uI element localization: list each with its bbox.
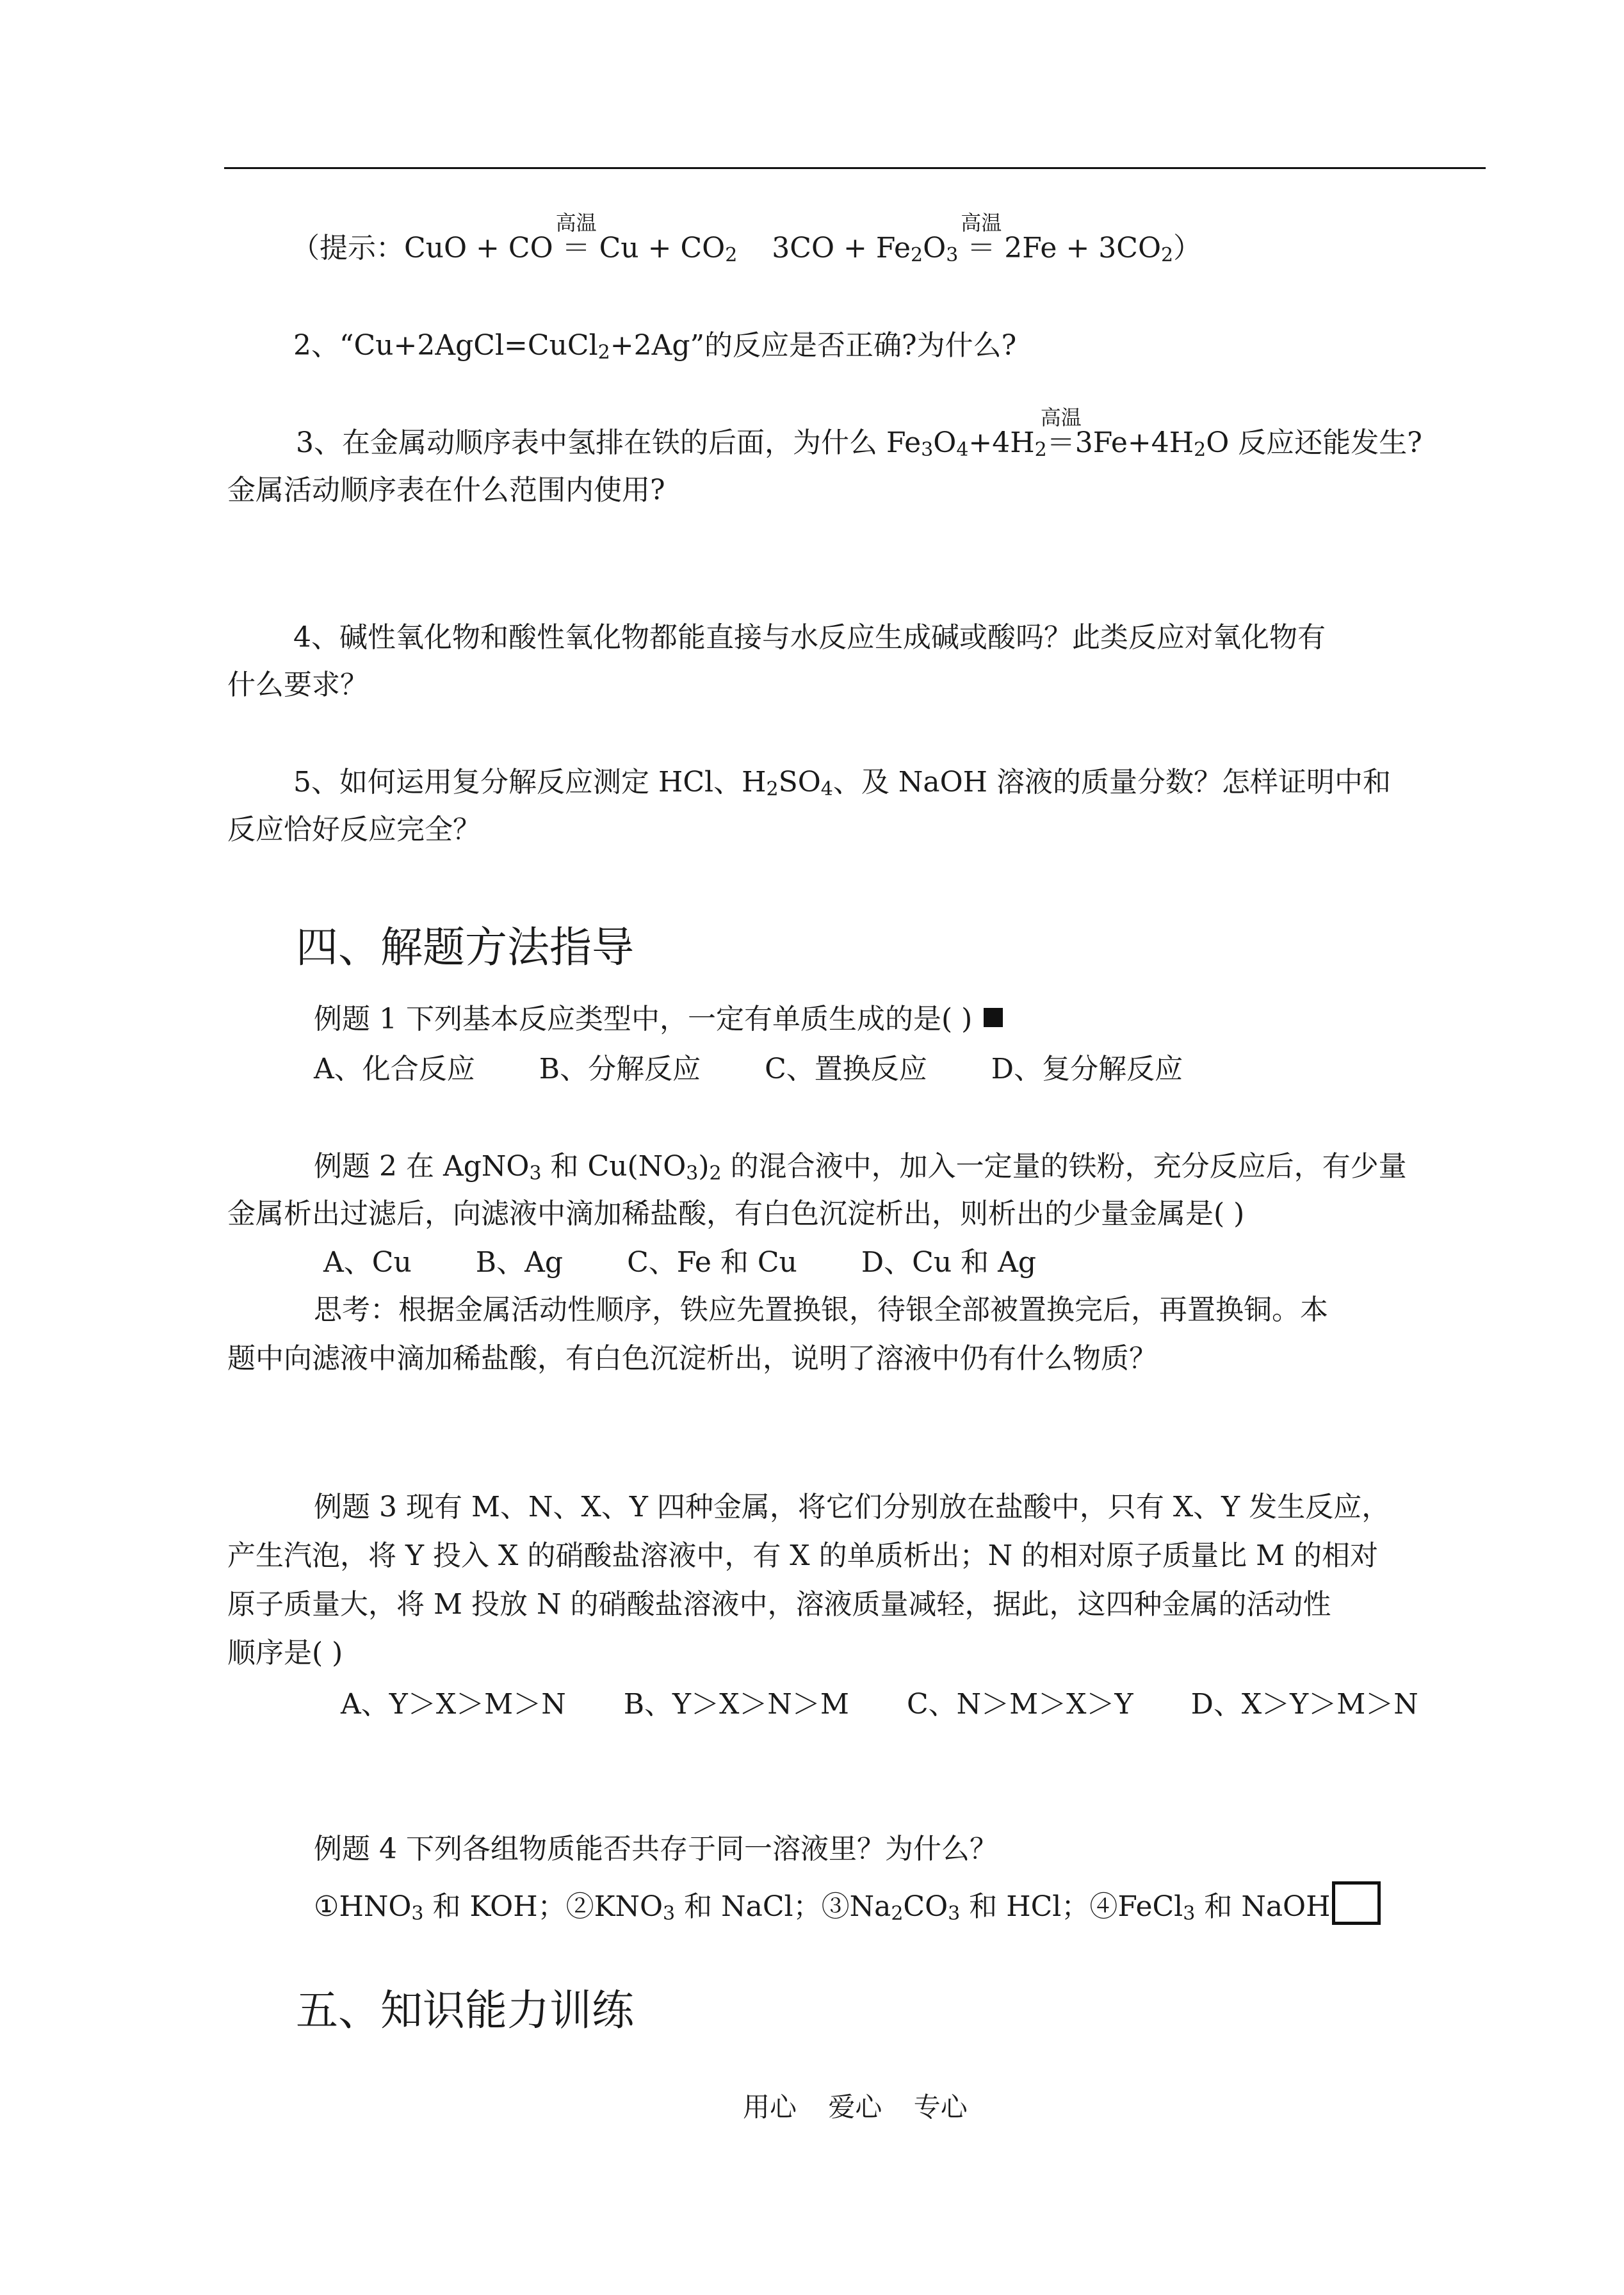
hint-text: 2Fe + 3CO xyxy=(995,232,1162,264)
subscript: 3 xyxy=(529,1162,542,1185)
example-2-options xyxy=(323,1245,1036,1281)
subscript: 3 xyxy=(663,1902,676,1925)
question-4-line-2: 什么要求？ xyxy=(227,669,368,701)
header-rule xyxy=(224,167,1486,169)
example-4-items xyxy=(314,1881,1381,1925)
question-text: 5、如何运用复分解反应测定 HCl、H xyxy=(293,766,767,799)
option-a: A、Y＞X＞M＞N xyxy=(341,1688,566,1721)
question-text: O 反应还能发生? xyxy=(1206,426,1422,459)
example-text: 例题 1 下列基本反应类型中，一定有单质生成的是( ) xyxy=(314,1003,973,1035)
example-text: 和 NaCl；③Na xyxy=(675,1890,891,1923)
hint-text: ） xyxy=(1173,232,1202,264)
option-d: D、X＞Y＞M＞N xyxy=(1190,1688,1418,1721)
option-d: D、Cu 和 Ag xyxy=(861,1246,1037,1279)
option-b: B、Y＞X＞N＞M xyxy=(623,1688,849,1721)
subscript: 3 xyxy=(921,439,934,461)
example-4-stem: 例题 4 下列各组物质能否共存于同一溶液里？为什么？ xyxy=(314,1833,998,1865)
example-text: 的混合液中，加入一定量的铁粉，充分反应后，有少量 xyxy=(721,1150,1407,1183)
question-text: 、及 NaOH 溶液的质量分数？怎样证明中和 xyxy=(832,766,1392,799)
option-d: D、复分解反应 xyxy=(991,1053,1183,1085)
question-text: 2、“Cu+2AgCl=CuCl xyxy=(293,329,598,362)
section-5-heading: 五、知识能力训练 xyxy=(296,1986,634,2035)
hint-prefix: （提示：CuO + CO xyxy=(291,232,562,264)
example-text: 和 HCl；④FeCl xyxy=(960,1890,1183,1923)
subscript: 4 xyxy=(820,778,833,800)
subscript: 2 xyxy=(1034,439,1047,461)
example-text: 例题 2 在 AgNO xyxy=(314,1150,530,1183)
answer-box xyxy=(1332,1881,1381,1925)
question-3-line-2: 金属活动顺序表在什么范围内使用? xyxy=(227,474,665,507)
question-text: O xyxy=(933,426,957,459)
subscript: 2 xyxy=(911,244,923,266)
example-text: ①HNO xyxy=(314,1890,412,1923)
option-c: C、置换反应 xyxy=(765,1053,927,1085)
subscript: 2 xyxy=(1194,439,1206,461)
example-text: 和 NaOH xyxy=(1195,1890,1331,1923)
example-2-line-2: 金属析出过滤后，向滤液中滴加稀盐酸，有白色沉淀析出，则析出的少量金属是( ) xyxy=(227,1197,1245,1230)
example-2-think-2: 题中向滤液中滴加稀盐酸，有白色沉淀析出，说明了溶液中仍有什么物质？ xyxy=(227,1342,1157,1375)
option-b: B、分解反应 xyxy=(539,1053,701,1085)
option-b: B、Ag xyxy=(475,1246,564,1279)
option-c: C、Fe 和 Cu xyxy=(627,1246,797,1279)
reaction-condition xyxy=(1040,405,1082,461)
question-text: +2Ag”的反应是否正确?为什么? xyxy=(610,329,1017,362)
example-3-line-2: 产生汽泡，将 Y 投入 X 的硝酸盐溶液中，有 X 的单质析出；N 的相对原子质量比 M 的相对 xyxy=(227,1539,1379,1572)
condition-label: 高温 xyxy=(961,211,1002,235)
reaction-condition: 高温 ＝ xyxy=(967,231,995,266)
reaction-condition: 高温 ＝ xyxy=(562,231,590,266)
question-5 xyxy=(293,765,1391,800)
subscript: 3 xyxy=(411,1902,424,1925)
equals-sign: ＝ xyxy=(1046,426,1075,459)
condition-label: 高温 xyxy=(555,211,597,235)
hint-text: O xyxy=(923,232,946,264)
condition-label: 高温 xyxy=(1040,405,1082,430)
example-3-line-1: 例题 3 现有 M、N、X、Y 四种金属，将它们分别放在盐酸中，只有 X、Y 发生反应， xyxy=(314,1491,1390,1523)
subscript: 3 xyxy=(686,1162,699,1185)
question-5-line-2: 反应恰好反应完全？ xyxy=(227,813,481,846)
hint-text: Cu + CO xyxy=(590,232,726,264)
question-3 xyxy=(296,405,1422,461)
question-text: 3Fe+4H xyxy=(1075,426,1194,459)
example-3-options xyxy=(341,1687,1418,1723)
question-text: +4H xyxy=(968,426,1035,459)
question-text: 3、在金属动顺序表中氢排在铁的后面，为什么 Fe xyxy=(296,426,922,459)
example-text: ) xyxy=(698,1150,710,1183)
example-text: 和 Cu(NO xyxy=(541,1150,686,1183)
example-2-think-1: 思考：根据金属活动性顺序，铁应先置换银，待银全部被置换完后，再置换铜。本 xyxy=(314,1293,1328,1326)
example-3-line-3: 原子质量大，将 M 投放 N 的硝酸盐溶液中，溶液质量减轻，据此，这四种金属的活动性 xyxy=(227,1588,1331,1621)
page-footer: 用心 爱心 专心 xyxy=(743,2091,968,2123)
question-text: SO xyxy=(778,766,821,799)
section-4-heading: 四、解题方法指导 xyxy=(296,923,634,972)
question-4-line-1: 4、碱性氧化物和酸性氧化物都能直接与水反应生成碱或酸吗？此类反应对氧化物有 xyxy=(293,621,1326,654)
subscript: 3 xyxy=(948,1902,961,1925)
example-3-line-4: 顺序是( ) xyxy=(227,1637,343,1669)
example-1-stem xyxy=(314,1002,1003,1037)
hint-text: 3CO + Fe xyxy=(763,232,911,264)
example-text: 和 KOH；②KNO xyxy=(423,1890,663,1923)
subscript: 4 xyxy=(956,439,969,461)
example-1-options xyxy=(314,1051,1183,1087)
subscript: 3 xyxy=(946,244,959,266)
subscript: 2 xyxy=(597,341,610,364)
option-a: A、Cu xyxy=(323,1246,412,1279)
subscript: 2 xyxy=(891,1902,904,1925)
subscript: 2 xyxy=(709,1162,722,1185)
example-text: CO xyxy=(903,1890,948,1923)
black-square-icon xyxy=(984,1008,1003,1027)
option-c: C、N＞M＞X＞Y xyxy=(906,1688,1133,1721)
subscript: 3 xyxy=(1183,1902,1196,1925)
example-2-stem xyxy=(314,1149,1407,1185)
subscript: 2 xyxy=(766,778,779,800)
hint-line: （提示：CuO + CO 高温 ＝ $Cu + CO_2$ $3CO + Fe_2O_3$ 高温 ＝ $2Fe + 3CO_2$） xyxy=(291,231,1201,266)
question-2 xyxy=(293,328,1016,364)
option-a: A、化合反应 xyxy=(314,1053,475,1085)
